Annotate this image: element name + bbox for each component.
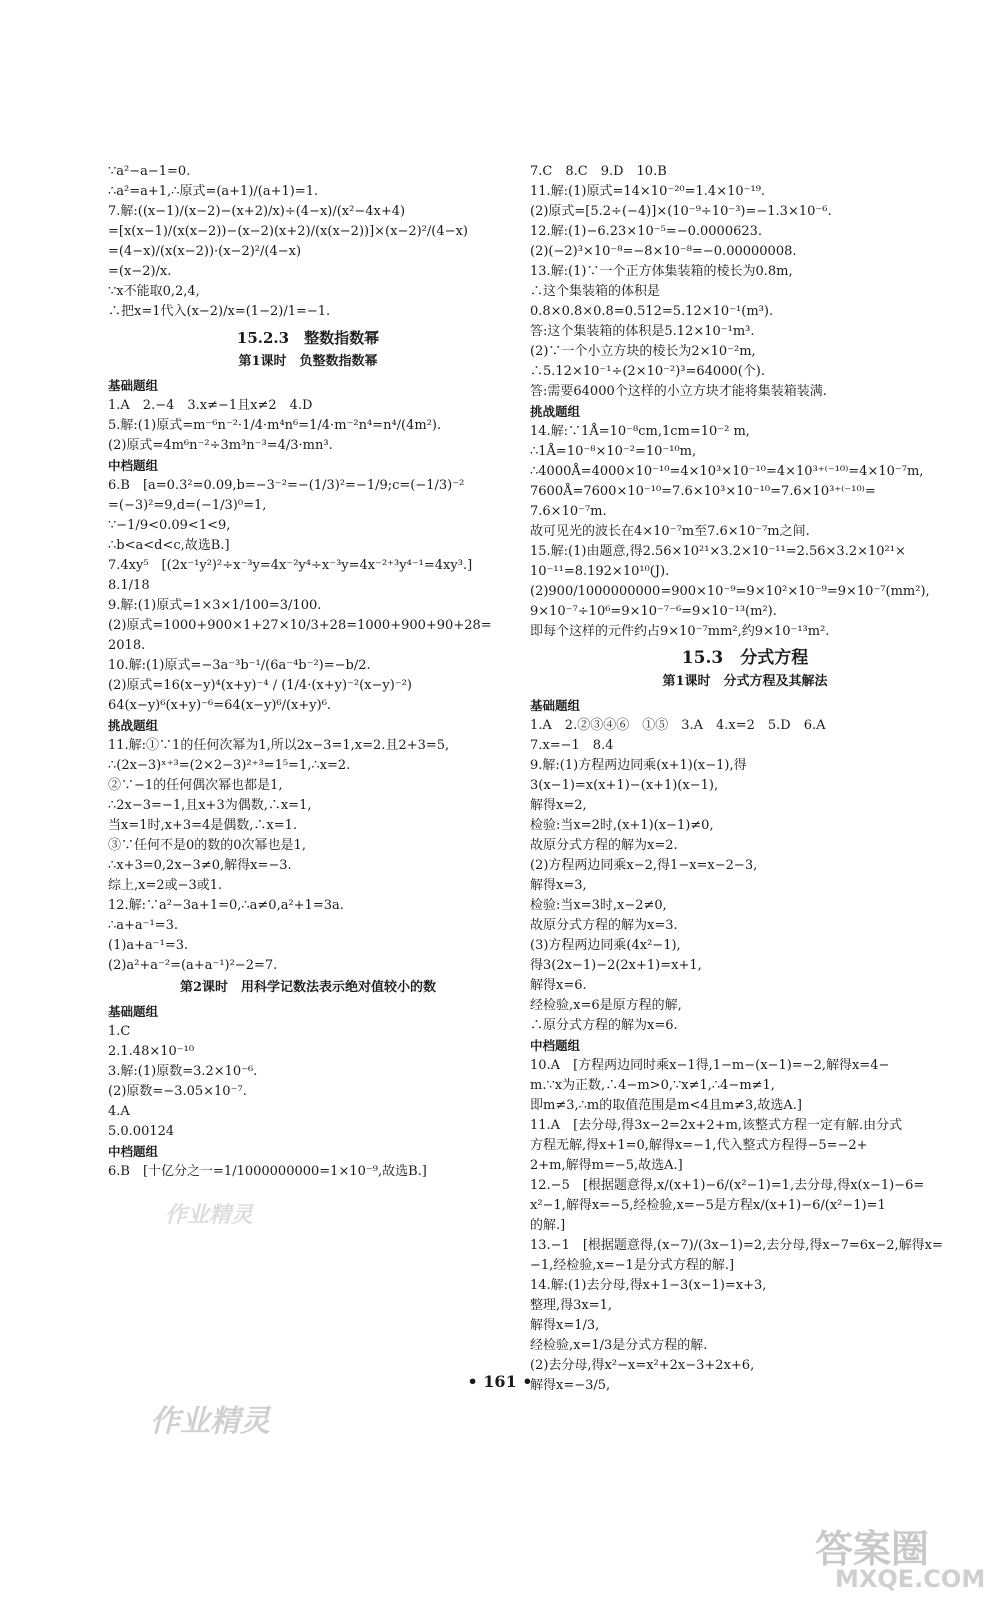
answer-line: (2)900/1000000000=900×10⁻⁹=9×10²×10⁻⁹=9×10⁻⁷(mm²), [530, 584, 930, 599]
answer-line: 9.解:(1)原式=1×3×1/100=3/100. [108, 598, 322, 613]
left-answers-top [108, 162, 508, 322]
answer-line: 4.A [108, 1104, 130, 1119]
answer-line: 3(x−1)=x(x+1)−(x+1)(x−1), [530, 778, 719, 793]
lesson-title-right-1: 第1课时 分式方程及其解法 [662, 674, 828, 689]
answer-line: ②∵−1的任何偶次幂也都是1, [108, 778, 283, 793]
answer-line: =(−3)²=9,d=(−1/3)⁰=1, [108, 498, 267, 513]
answer-line: 解得x=3, [530, 878, 587, 893]
group-heading-basic: 基础题组 [108, 378, 159, 393]
answer-line: 检验:当x=3时,x−2≠0, [530, 898, 667, 913]
answer-line: ∴4000Å=4000×10⁻¹⁰=4×10³×10⁻¹⁰=4×10³⁺⁽⁻¹⁰⁾=4×10⁻⁷m, [530, 464, 924, 479]
answer-line: (2)去分母,得x²−x=x²+2x−3+2x+6, [530, 1358, 755, 1373]
answer-line: ∴把x=1代入(x−2)/x=(1−2)/1=−1. [108, 304, 331, 319]
lesson-title-1: 第1课时 负整数指数幂 [238, 354, 378, 369]
right-answers-mid [530, 1056, 960, 1396]
answer-line: 15.解:(1)由题意,得2.56×10²¹×3.2×10⁻¹¹=2.56×3.2×10²¹× [530, 544, 906, 559]
page-number: • 161 • [467, 1372, 533, 1391]
answer-line: ∴a²=a+1,∴原式=(a+1)/(a+1)=1. [108, 184, 319, 199]
answer-line: 64(x−y)⁶(x+y)⁻⁶=64(x−y)⁶/(x+y)⁶. [108, 698, 332, 713]
answer-line: 8.1/18 [108, 578, 150, 593]
answer-line: ∵a²−a−1=0. [108, 164, 191, 179]
answer-line: 2+m,解得m=−5,故选A.] [530, 1158, 683, 1173]
answer-line: (2)原数=−3.05×10⁻⁷. [108, 1084, 247, 1099]
answer-line: −1,经检验,x=−1是分式方程的解.] [530, 1258, 735, 1273]
answer-line: 当x=1时,x+3=4是偶数,∴x=1. [108, 818, 298, 833]
answer-line: 14.解:∵1Å=10⁻⁸cm,1cm=10⁻² m, [530, 424, 750, 439]
answer-line: 整理,得3x=1, [530, 1298, 613, 1313]
answer-line: 11.解:(1)原式=14×10⁻²⁰=1.4×10⁻¹⁹. [530, 184, 766, 199]
answer-line: ∴x+3=0,2x−3≠0,解得x=−3. [108, 858, 292, 873]
section-title-15-2-3: 15.2.3 整数指数幂 [236, 329, 380, 347]
lesson-title-2: 第2课时 用科学记数法表示绝对值较小的数 [179, 980, 437, 995]
group-heading-mid-2: 中档题组 [108, 1144, 159, 1159]
group-heading-challenge-right: 挑战题组 [530, 404, 581, 419]
answer-line: ∴b<a<d<c,故选B.] [108, 538, 230, 553]
answer-line: (2)原式=16(x−y)⁴(x+y)⁻⁴ / (1/4·(x+y)⁻²(x−y)⁻²) [108, 678, 412, 693]
right-answers-basic [530, 716, 960, 1036]
answer-line: 解得x=2, [530, 798, 587, 813]
answer-line: =(x−2)/x. [108, 264, 172, 279]
answer-line: 的解.] [530, 1218, 566, 1233]
answer-line: 11.解:①∵1的任何次幂为1,所以2x−3=1,x=2.且2+3=5, [108, 738, 450, 753]
answer-line: 13.−1 [根据题意得,(x−7)/(3x−1)=2,去分母,得x−7=6x−2,解得x= [530, 1238, 943, 1253]
left-answers-mid-2 [108, 1162, 508, 1182]
answer-line: ∴5.12×10⁻¹÷(2×10⁻²)³=64000(个). [530, 364, 766, 379]
right-column [530, 162, 960, 1396]
answer-line: ∴a+a⁻¹=3. [108, 918, 179, 933]
left-answers-basic [108, 396, 508, 456]
answer-line: 综上,x=2或−3或1. [108, 878, 223, 893]
answer-line: 3.解:(1)原数=3.2×10⁻⁶. [108, 1064, 258, 1079]
answer-line: 9×10⁻⁷÷10⁶=9×10⁻⁷⁻⁶=9×10⁻¹³(m²). [530, 604, 777, 619]
answer-line: (2)a²+a⁻²=(a+a⁻¹)²−2=7. [108, 958, 278, 973]
group-heading-basic-right: 基础题组 [530, 698, 581, 713]
answer-line: 14.解:(1)去分母,得x+1−3(x−1)=x+3, [530, 1278, 767, 1293]
answer-line: 10⁻¹¹=8.192×10¹⁰(J). [530, 564, 670, 579]
answer-line: 解得x=6. [530, 978, 587, 993]
group-heading-mid-right: 中档题组 [530, 1038, 581, 1053]
section-title-15-3: 15.3 分式方程 [681, 648, 809, 668]
answer-line: 答:这个集装箱的体积是5.12×10⁻¹m³. [530, 324, 755, 339]
answer-line: 5.解:(1)原式=m⁻⁶n⁻²·1/4·m⁴n⁶=1/4·m⁻²n⁴=n⁴/(4m²). [108, 418, 442, 433]
group-heading-basic-2: 基础题组 [108, 1004, 159, 1019]
answer-line: (2)∵一个小立方块的棱长为2×10⁻²m, [530, 344, 756, 359]
answer-line: 方程无解,得x+1=0,解得x=−1,代入整式方程得−5=−2+ [530, 1138, 868, 1153]
right-answers-top [530, 162, 960, 402]
answer-line: 7.4xy⁵ [(2x⁻¹y²)²÷x⁻³y=4x⁻²y⁴÷x⁻³y=4x⁻²⁺³y⁴⁻¹=4xy³.] [108, 558, 473, 573]
answer-line: 7.解:((x−1)/(x−2)−(x+2)/x)÷(4−x)/(x²−4x+4) [108, 204, 406, 219]
answer-line: ∵x不能取0,2,4, [108, 284, 200, 299]
answer-line: ∴1Å=10⁻⁸×10⁻²=10⁻¹⁰m, [530, 444, 697, 459]
answer-line: 9.解:(1)方程两边同乘(x+1)(x−1),得 [530, 758, 747, 773]
answer-line: ∴这个集装箱的体积是 [530, 284, 661, 299]
answer-line: 故可见光的波长在4×10⁻⁷m至7.6×10⁻⁷m之间. [530, 524, 810, 539]
answer-line: 12.解:∵a²−3a+1=0,∴a≠0,a²+1=3a. [108, 898, 344, 913]
answer-line: 12.−5 [根据题意得,x/(x+1)−6/(x²−1)=1,去分母,得x(x−1)−6= [530, 1178, 925, 1193]
answer-line: 0.8×0.8×0.8=0.512=5.12×10⁻¹(m³). [530, 304, 774, 319]
answer-line: (2)原式=[5.2÷(−4)]×(10⁻⁹÷10⁻³)=−1.3×10⁻⁶. [530, 204, 832, 219]
answer-line: x²−1,解得x=−5,经检验,x=−5是方程x/(x+1)−6/(x²−1)=1 [530, 1198, 886, 1213]
answer-line: 检验:当x=2时,(x+1)(x−1)≠0, [530, 818, 714, 833]
answer-line: (2)方程两边同乘x−2,得1−x=x−2−3, [530, 858, 758, 873]
watermark-bottom-left: 作业精灵 [150, 1404, 270, 1439]
answer-line: 7600Å=7600×10⁻¹⁰=7.6×10³×10⁻¹⁰=7.6×10³⁺⁽⁻¹⁰⁾= [530, 484, 876, 499]
answer-line: 11.A [去分母,得3x−2=2x+2+m,该整式方程一定有解.由分式 [530, 1118, 903, 1133]
answer-line: 即每个这样的元件约占9×10⁻⁷mm²,约9×10⁻¹³m². [530, 624, 830, 639]
answer-line: 故原分式方程的解为x=2. [530, 838, 678, 853]
answer-line: 1.C [108, 1024, 131, 1039]
answer-line: ∴2x−3=−1,且x+3为偶数,∴x=1, [108, 798, 312, 813]
answer-line: ∴(2x−3)ˣ⁺³=(2×2−3)²⁺³=1⁵=1,∴x=2. [108, 758, 351, 773]
answer-line: 1.A 2.−4 3.x≠−1且x≠2 4.D [108, 398, 313, 413]
left-answers-basic-2 [108, 1022, 508, 1142]
answer-line: (1)a+a⁻¹=3. [108, 938, 189, 953]
group-heading-mid: 中档题组 [108, 458, 159, 473]
answer-line: 6.B [十亿分之一=1/1000000000=1×10⁻⁹,故选B.] [108, 1164, 427, 1179]
answer-line: ∴原分式方程的解为x=6. [530, 1018, 678, 1033]
answer-line: 10.A [方程两边同时乘x−1得,1−m−(x−1)=−2,解得x=4− [530, 1058, 890, 1073]
answer-line: =[x(x−1)/(x(x−2))−(x−2)(x+2)/(x(x−2))]×(x−2)²/(4−x) [108, 224, 468, 239]
answer-line: 10.解:(1)原式=−3a⁻³b⁻¹/(6a⁻⁴b⁻²)=−b/2. [108, 658, 371, 673]
watermark-url: MXQE.COM [835, 1565, 986, 1593]
watermark-mid: 作业精灵 [165, 1203, 254, 1228]
answer-line: (2)原式=1000+900×1+27×10/3+28=1000+900+90+28= [108, 618, 492, 633]
answer-line: 解得x=−3/5, [530, 1378, 611, 1393]
group-heading-challenge: 挑战题组 [108, 718, 159, 733]
answer-line: 6.B [a=0.3²=0.09,b=−3⁻²=−(1/3)²=−1/9;c=(−1/3)⁻² [108, 478, 465, 493]
answer-line: 故原分式方程的解为x=3. [530, 918, 678, 933]
left-answers-mid [108, 476, 508, 716]
left-column [108, 162, 508, 1182]
answer-line: ∵−1/9<0.09<1<9, [108, 518, 231, 533]
answer-line: ③∵任何不是0的数的0次幂也是1, [108, 838, 306, 853]
left-answers-challenge [108, 736, 508, 976]
answer-line: (2)(−2)³×10⁻⁸=−8×10⁻⁸=−0.00000008. [530, 244, 797, 259]
answer-line: 即m≠3,∴m的取值范围是m<4且m≠3,故选A.] [530, 1098, 802, 1113]
answer-line: 1.A 2.②③④⑥ ①⑤ 3.A 4.x=2 5.D 6.A [530, 718, 826, 733]
answer-line: 13.解:(1)∵一个正方体集装箱的棱长为0.8m, [530, 264, 793, 279]
answer-line: 得3(2x−1)−2(2x+1)=x+1, [530, 958, 702, 973]
watermark-logo: 答案圈 [815, 1527, 930, 1571]
answer-line: 7.C 8.C 9.D 10.B [530, 164, 667, 179]
answer-line: 解得x=1/3, [530, 1318, 600, 1333]
answer-line: =(4−x)/(x(x−2))·(x−2)²/(4−x) [108, 244, 302, 259]
answer-line: 2.1.48×10⁻¹⁰ [108, 1044, 195, 1059]
answer-line: (3)方程两边同乘(4x²−1), [530, 938, 681, 953]
answer-line: 12.解:(1)−6.23×10⁻⁵=−0.0000623. [530, 224, 763, 239]
answer-line: 经检验,x=1/3是分式方程的解. [530, 1338, 708, 1353]
answer-line: 答:需要64000个这样的小立方块才能将集装箱装满. [530, 384, 827, 399]
answer-line: 7.6×10⁻⁷m. [530, 504, 607, 519]
answer-line: 2018. [108, 638, 146, 653]
answer-line: (2)原式=4m⁶n⁻²÷3m³n⁻³=4/3·mn³. [108, 438, 333, 453]
answer-line: m.∵x为正数,∴4−m>0,∵x≠1,∴4−m≠1, [530, 1078, 775, 1093]
answer-line: 5.0.00124 [108, 1124, 175, 1139]
answer-line: 7.x=−1 8.4 [530, 738, 614, 753]
right-answers-challenge [530, 422, 960, 642]
answer-line: 经检验,x=6是原方程的解, [530, 998, 682, 1013]
